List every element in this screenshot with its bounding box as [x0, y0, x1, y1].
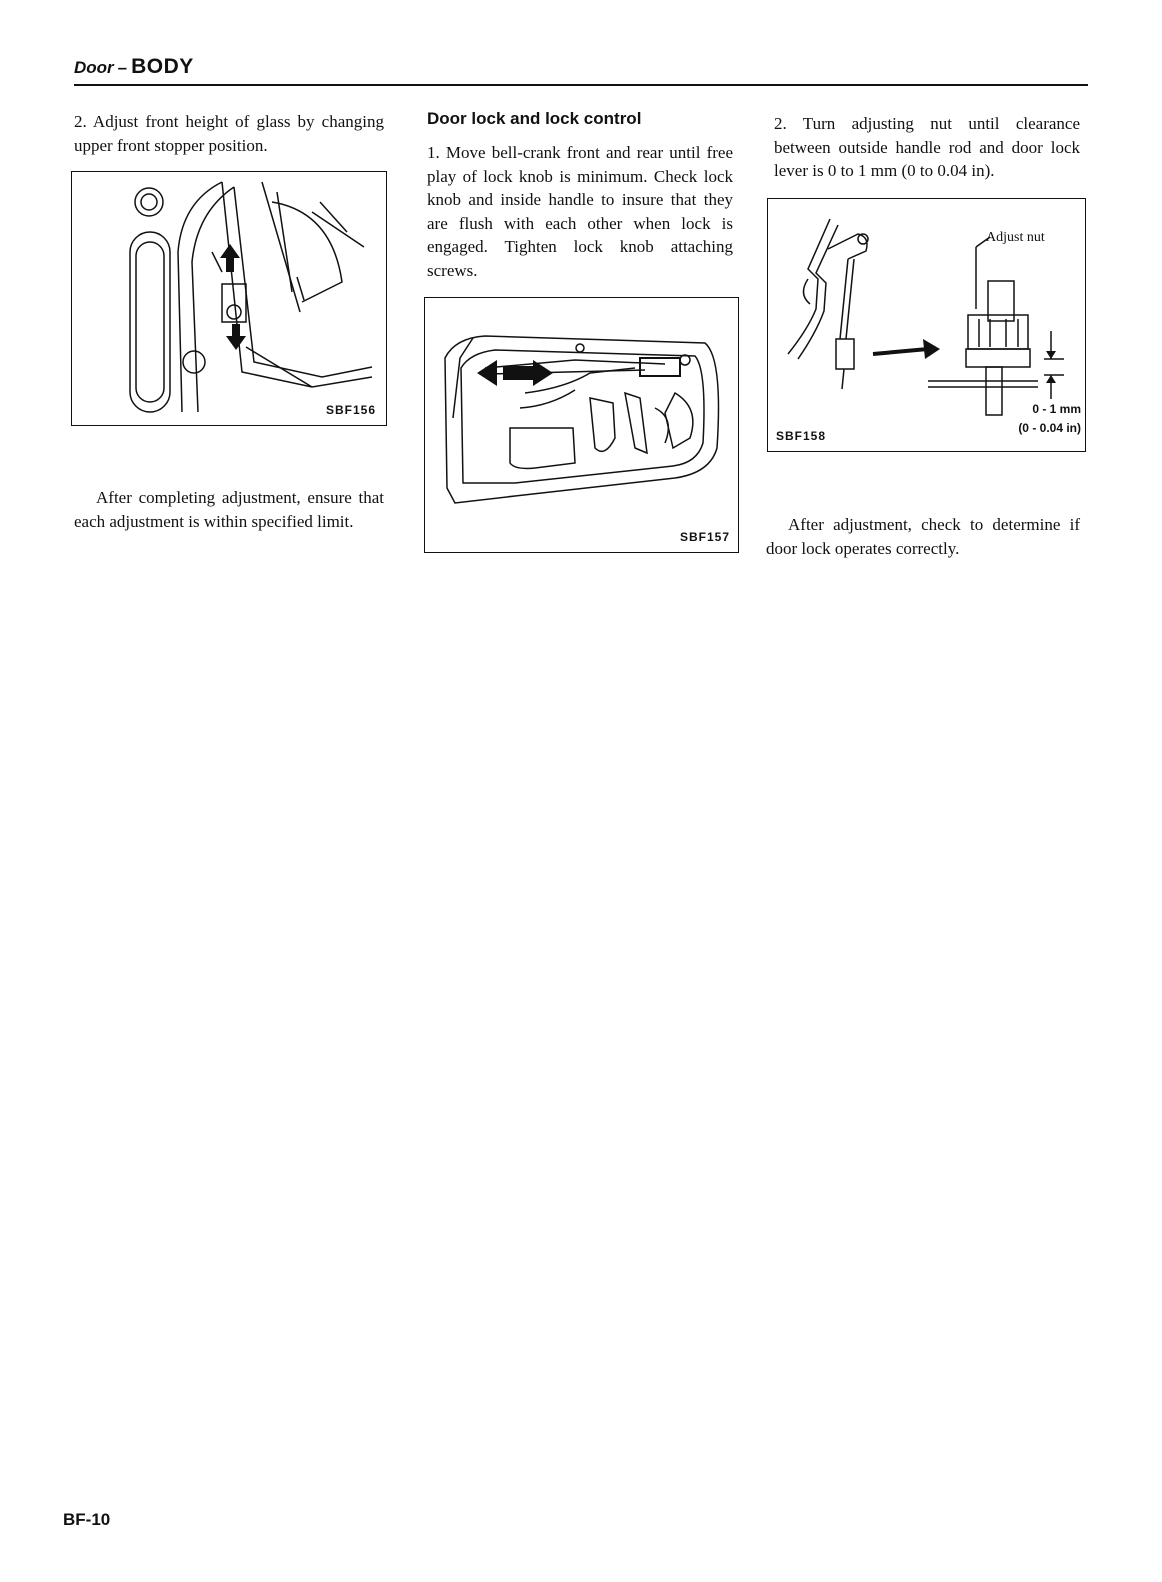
- figure-sbf156: [71, 171, 387, 426]
- col1-after-text: After completing adjustment, ensure that each adjustment is within specified limit.: [74, 488, 384, 531]
- figure-sbf158-dim-mm: 0 - 1 mm: [1032, 402, 1081, 416]
- figure-sbf158-dim-in: (0 - 0.04 in): [1018, 421, 1081, 435]
- header-section: Door: [74, 58, 114, 77]
- col3-after-text: After adjustment, check to determine if door lock operates correctly.: [766, 515, 1080, 558]
- header-rule: [74, 84, 1088, 86]
- figure-sbf156-label: SBF156: [325, 403, 376, 417]
- figure-sbf157-label: SBF157: [679, 530, 730, 544]
- figure-sbf156-drawing: [72, 172, 386, 425]
- header-separator: –: [117, 58, 128, 77]
- col1-step-text: 2. Adjust front height of glass by changing upper front stopper position.: [74, 112, 384, 155]
- figure-sbf158-adjust-nut-callout: Adjust nut: [986, 230, 1045, 245]
- figure-sbf157-drawing: [425, 298, 738, 552]
- col2-step-text: 1. Move bell-crank front and rear until free play of lock knob is minimum. Check lock knob and inside handle to insure that they are flush with each other when lock is engaged. Tighten lock knob attaching screws.: [427, 143, 733, 280]
- page-header: [74, 55, 194, 79]
- figure-sbf157: [424, 297, 739, 553]
- col3-step-text: 2. Turn adjusting nut until clearance between outside handle rod and door lock lever is 0 to 1 mm (0 to 0.04 in).: [774, 114, 1080, 180]
- figure-sbf158: [767, 198, 1086, 452]
- col2-heading: Door lock and lock control: [427, 109, 642, 128]
- page-number: BF-10: [63, 1510, 111, 1529]
- header-chapter: BODY: [131, 55, 194, 78]
- figure-sbf158-label: SBF158: [776, 429, 827, 443]
